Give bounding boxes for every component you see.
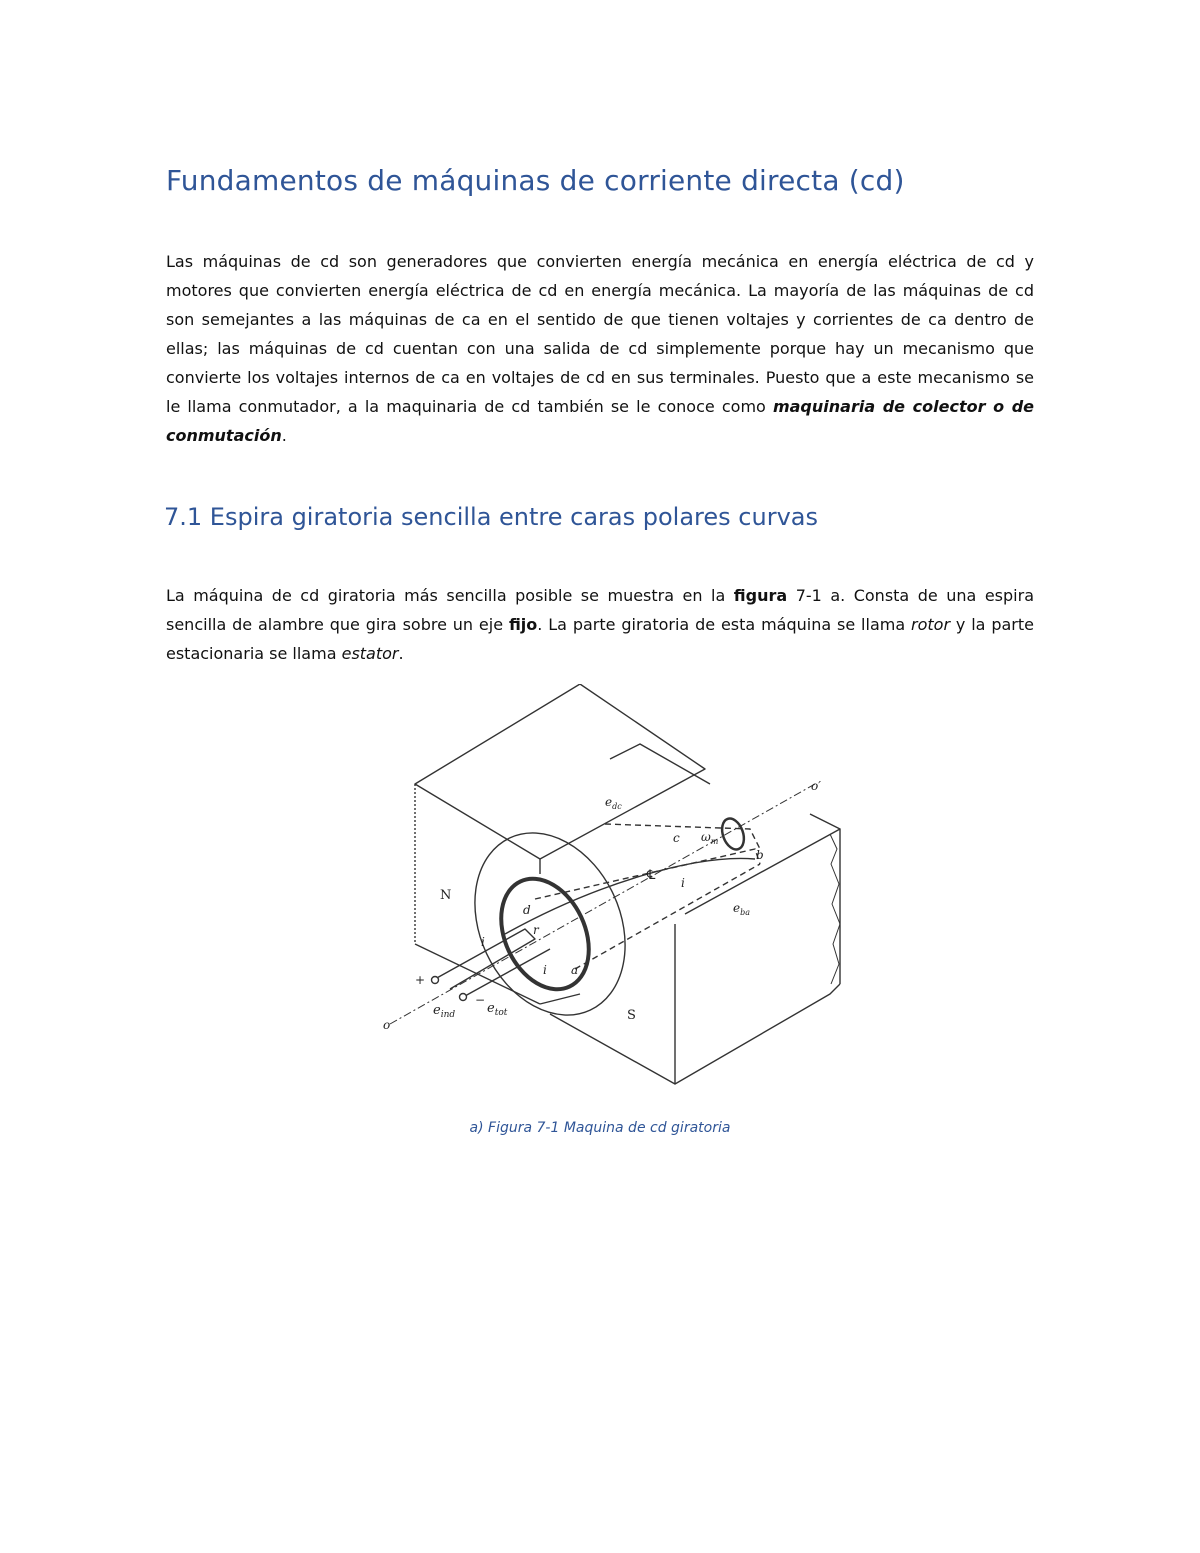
intro-paragraph bbox=[166, 247, 1034, 450]
section-text-end: . bbox=[398, 644, 404, 663]
south-pole-bottom bbox=[550, 984, 840, 1084]
fixed-word: fijo bbox=[508, 615, 538, 634]
figure-caption: a) Figura 7-1 Maquina de cd giratoria bbox=[469, 1120, 731, 1136]
label-plus: + bbox=[415, 973, 426, 987]
pole-slot bbox=[610, 744, 710, 784]
dc-machine-figure bbox=[375, 684, 845, 1094]
label-o-prime: o′ bbox=[811, 779, 821, 793]
label-i-top: i bbox=[681, 876, 685, 890]
south-pole-top-edge bbox=[810, 814, 840, 829]
label-omega: $\omega_m$ bbox=[701, 830, 719, 846]
label-d: d bbox=[523, 903, 531, 917]
stator-word: estator bbox=[341, 644, 399, 663]
terminal-plus bbox=[432, 977, 439, 984]
section-text-4: y la parte estacionaria se llama bbox=[166, 615, 1035, 663]
label-a: a bbox=[571, 963, 579, 977]
section-text-1: La máquina de cd giratoria más sencilla posible se muestra en la bbox=[166, 586, 734, 605]
section-text-2: 7-1 a. Consta de una espira sencilla de alambre que gira sobre un eje bbox=[166, 586, 1034, 634]
north-pole-top bbox=[415, 684, 705, 859]
loop-back bbox=[605, 824, 760, 849]
label-r: r bbox=[533, 923, 539, 937]
label-e-dc: $e_{dc}$ bbox=[605, 795, 622, 811]
label-c: c bbox=[673, 831, 680, 845]
section-heading: 7.1 Espira giratoria sencilla entre caras polares curvas bbox=[164, 503, 818, 531]
south-pole-broken-edge bbox=[830, 834, 840, 984]
section-paragraph bbox=[166, 581, 1034, 668]
label-centerline: ℄ bbox=[647, 868, 656, 883]
label-north: N bbox=[440, 888, 452, 903]
terminal-lead-1 bbox=[435, 929, 535, 989]
label-minus: − bbox=[475, 993, 486, 1007]
label-i-bottom: i bbox=[543, 963, 547, 977]
rotor-word: rotor bbox=[911, 615, 951, 634]
intro-text: Las máquinas de cd son generadores que convierten energía mecánica en energía eléctrica de cd y motores que convierten energía eléctrica de cd en energía mecánica. La mayoría de las máquinas de cd son semejantes a las máquinas de ca en el sentido de que tienen voltajes y corrientes de ca dentro de ellas; las máquinas de cd cuentan con una salida de cd simplemente porque hay un mecanismo que convierte los voltajes internos de ca en voltajes de cd en sus terminales. Puesto que a este mecanismo se le llama conmutador, a la maquinaria de cd también se le conoce como bbox=[166, 252, 1034, 416]
intro-end: . bbox=[281, 426, 287, 445]
loop-bottom-side bbox=[575, 864, 760, 969]
label-e-ba: $e_{ba}$ bbox=[733, 901, 750, 917]
south-pole-left-top bbox=[540, 994, 580, 1004]
dc-machine-diagram bbox=[375, 684, 845, 1094]
terminal-minus bbox=[460, 994, 467, 1001]
label-i-left: i bbox=[481, 935, 485, 949]
label-south: S bbox=[627, 1008, 636, 1023]
label-o: o bbox=[383, 1018, 391, 1032]
figure-reference: figura bbox=[733, 586, 788, 605]
label-b: b bbox=[756, 848, 764, 862]
rotor-end-face-inner bbox=[484, 865, 606, 1004]
shaft-axis bbox=[390, 784, 815, 1024]
intro-emphasis: maquinaria de colector o de conmutación bbox=[166, 397, 1034, 445]
label-e-tot: $e_{tot}$ bbox=[487, 1001, 508, 1018]
page-title: Fundamentos de máquinas de corriente directa (cd) bbox=[166, 164, 905, 197]
rotation-arrow bbox=[718, 816, 748, 853]
label-e-ind: $e_{ind}$ bbox=[433, 1003, 456, 1020]
section-text-3: . La parte giratoria de esta máquina se llama bbox=[537, 615, 912, 634]
